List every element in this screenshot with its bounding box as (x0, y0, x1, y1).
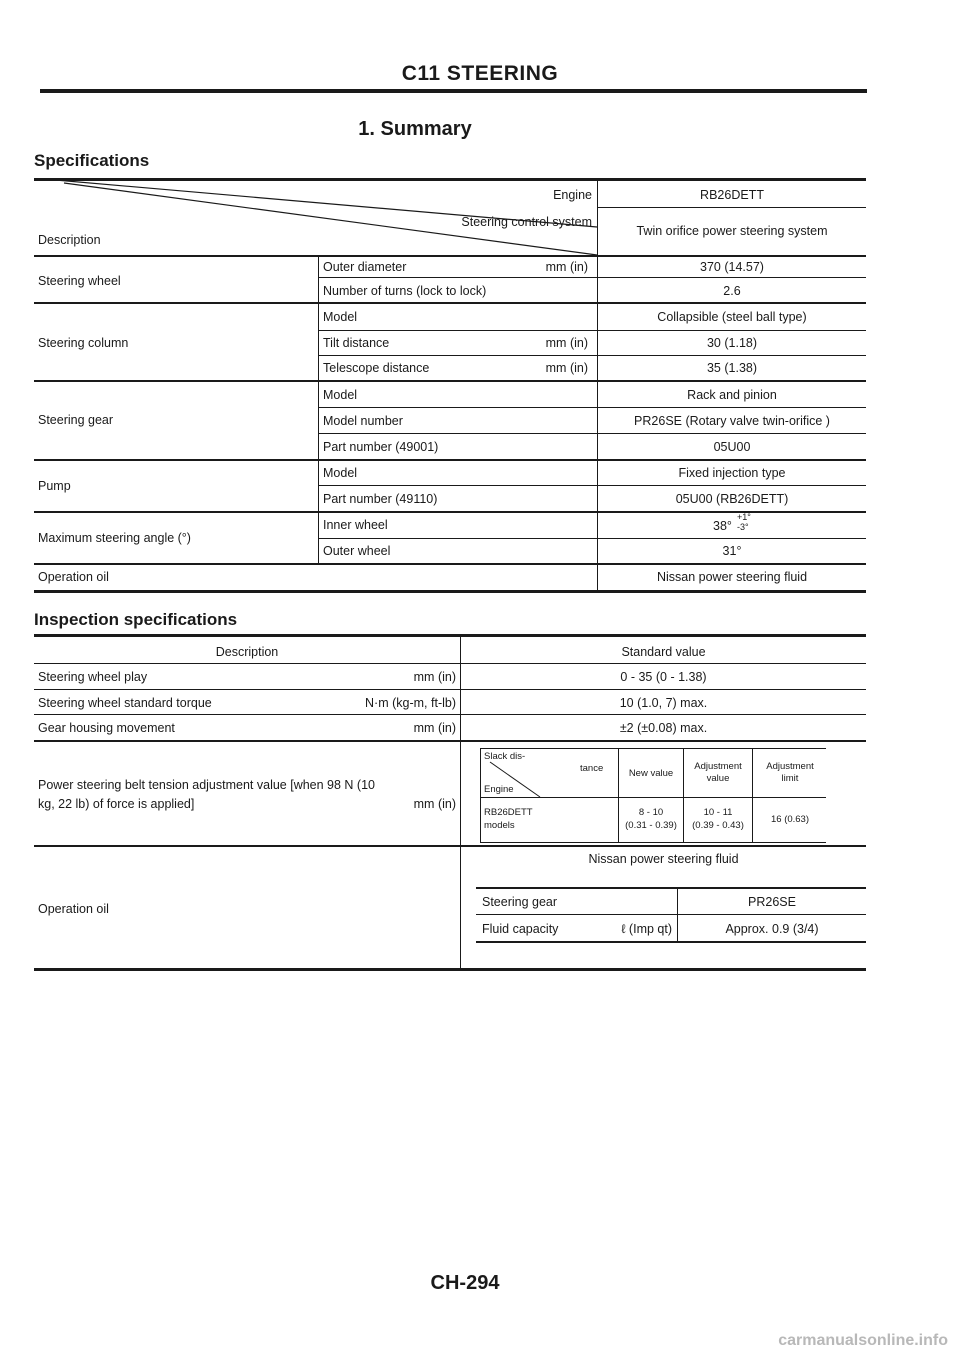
operation-oil-label: Operation oil (38, 570, 109, 584)
group-name: Steering gear (38, 413, 114, 427)
subtable-rule (480, 797, 826, 798)
row-label: Part number (49001) (323, 440, 439, 454)
row-label: Number of turns (lock to lock) (323, 284, 487, 298)
table-rule (318, 355, 866, 356)
row-label: Steering wheel play (38, 670, 148, 684)
row-label: Gear housing movement (38, 721, 175, 735)
table-rule (318, 407, 866, 408)
row-label: Model (323, 466, 358, 480)
inner-wheel-tolerance-plus: +1° (737, 512, 751, 522)
group-name: Maximum steering angle (°) (38, 531, 191, 545)
table-rule (34, 845, 866, 847)
table-rule (34, 563, 866, 565)
col-description-header: Description (215, 645, 279, 659)
table-rule (318, 538, 866, 539)
table-bottom-rule (34, 968, 866, 971)
row-value: Fixed injection type (678, 466, 786, 480)
system-value: Twin orifice power steering system (636, 224, 828, 238)
table-rule (318, 277, 866, 278)
specifications-heading: Specifications (34, 151, 150, 170)
watermark: carmanualsonline.info (778, 1332, 948, 1349)
row-label: Inner wheel (323, 518, 388, 532)
table-rule (34, 302, 866, 304)
steering-gear-value: PR26SE (748, 895, 796, 909)
belt-tension-label-line2: kg, 22 lb) of force is applied] (38, 797, 195, 811)
row-label: Tilt distance (323, 336, 390, 350)
col-adjustment-limit-header: Adjustment (766, 761, 814, 772)
row-value: 0 - 35 (0 - 1.38) (620, 670, 707, 684)
corner-engine-label: Engine (553, 188, 592, 202)
row-value: 05U00 (RB26DETT) (675, 492, 789, 506)
fluid-capacity-label: Fluid capacity (482, 922, 559, 936)
inspection-heading: Inspection specifications (34, 610, 238, 629)
row-label: Outer diameter (323, 260, 407, 274)
new-value-imperial: (0.31 - 0.39) (625, 820, 677, 831)
fluid-capacity-unit: ℓ (Imp qt) (621, 922, 672, 936)
row-value: 35 (1.38) (706, 361, 758, 375)
row-label: Telescope distance (323, 361, 430, 375)
row-label: Model number (323, 414, 403, 428)
chapter-rule (40, 89, 867, 93)
table-rule (34, 459, 866, 461)
row-value: Rack and pinion (687, 388, 777, 402)
row-unit: mm (in) (545, 361, 588, 375)
operation-oil-fluid: Nissan power steering fluid (588, 852, 739, 866)
inner-wheel-tolerance-minus: -3° (737, 522, 749, 532)
table-column-rule (460, 635, 461, 968)
row-label: Steering wheel standard torque (38, 696, 212, 710)
row-value: 2.6 (723, 284, 741, 298)
table-column-rule (318, 256, 319, 563)
table-rule (318, 433, 866, 434)
subtable-rule (476, 887, 866, 889)
row-value: 10 (1.0, 7) max. (619, 696, 708, 710)
row-unit: mm (in) (545, 336, 588, 350)
group-name: Pump (38, 479, 71, 493)
table-rule (318, 330, 866, 331)
corner-control-system-label: Steering control system (461, 215, 592, 229)
table-rule (34, 689, 866, 690)
row-label: Outer wheel (323, 544, 391, 558)
group-name: Steering column (38, 336, 129, 350)
col-adjustment-limit-header-2: limit (781, 773, 799, 784)
belt-tension-unit: mm (in) (413, 797, 456, 811)
adjustment-value: 10 - 11 (703, 807, 733, 818)
row-value: 30 (1.18) (706, 336, 758, 350)
row-unit: mm (in) (545, 260, 588, 274)
steering-gear-label: Steering gear (482, 895, 558, 909)
table-rule (34, 714, 866, 715)
row-unit: mm (in) (413, 721, 456, 735)
subtable-rule (476, 914, 866, 915)
group-name: Steering wheel (38, 274, 121, 288)
page-number: CH-294 (430, 1272, 500, 1294)
corner-distance-label: tance (580, 763, 604, 774)
fluid-capacity-value: Approx. 0.9 (3/4) (725, 922, 819, 936)
corner-slack-label: Slack dis- (484, 751, 526, 762)
row-value: 370 (14.57) (700, 260, 764, 274)
subtable-rule (476, 941, 866, 943)
row-value: ±2 (±0.08) max. (619, 721, 708, 735)
table-rule (34, 663, 866, 664)
row-unit: N·m (kg-m, ft-lb) (365, 696, 456, 710)
adjustment-limit: 16 (0.63) (770, 814, 810, 825)
table-rule (598, 207, 866, 208)
row-label: Part number (49110) (323, 492, 438, 506)
row-label: Model (323, 310, 358, 324)
row-value: Collapsible (steel ball type) (657, 310, 807, 324)
col-new-value-header: New value (628, 768, 674, 779)
col-standard-header: Standard value (621, 645, 706, 659)
engine-value: RB26DETT (700, 188, 764, 202)
adjustment-value-imperial: (0.39 - 0.43) (692, 820, 744, 831)
row-value: 31° (722, 544, 742, 558)
row-unit: mm (in) (413, 670, 456, 684)
row-value: 05U00 (713, 440, 751, 454)
table-top-rule (34, 634, 866, 637)
table-bottom-rule (34, 590, 866, 593)
inner-wheel-value: 38° (713, 519, 732, 533)
table-rule (318, 485, 866, 486)
col-adjustment-value-header: Adjustment (694, 761, 742, 772)
table-rule (34, 380, 866, 382)
row-label: Model (323, 388, 358, 402)
col-adjustment-value-header-2: value (706, 773, 730, 784)
corner-description-label: Description (38, 233, 101, 247)
subtable-rule (480, 842, 826, 843)
belt-tension-label-line1: Power steering belt tension adjustment value [when 98 N (10 (38, 778, 375, 792)
operation-oil-label: Operation oil (38, 902, 109, 916)
section-title: 1. Summary (358, 118, 472, 140)
row-engine-label-2: models (484, 820, 515, 831)
corner-engine-label: Engine (484, 784, 514, 795)
new-value: 8 - 10 (638, 807, 664, 818)
operation-oil-value: Nissan power steering fluid (656, 570, 808, 584)
row-engine-label: RB26DETT (484, 807, 533, 818)
row-value: PR26SE (Rotary valve twin-orifice ) (634, 414, 830, 428)
table-rule (34, 740, 866, 742)
chapter-title: C11 STEERING (401, 62, 559, 85)
